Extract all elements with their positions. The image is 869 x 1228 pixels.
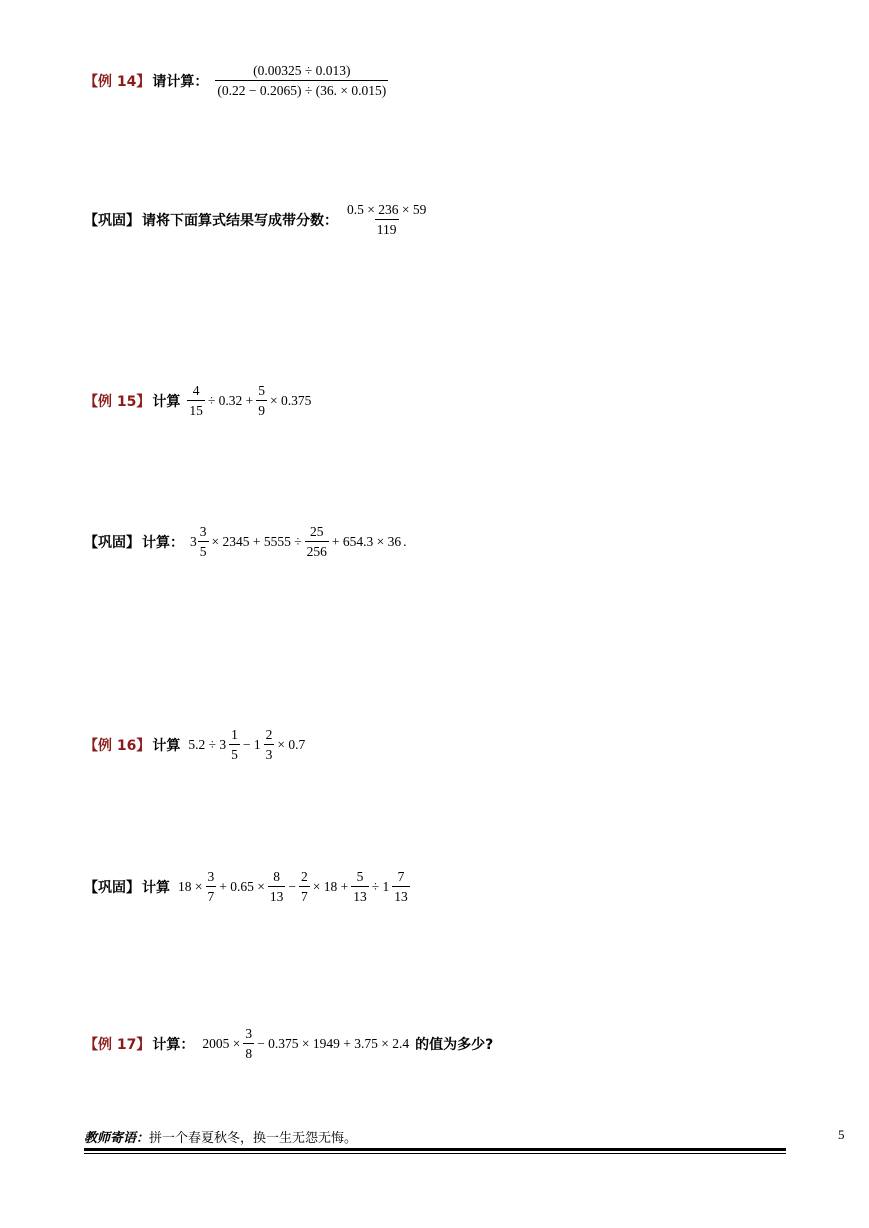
fraction-numerator: 0.5 × 236 × 59 — [347, 202, 427, 217]
fraction-denominator: 7 — [299, 886, 310, 904]
fraction-numerator: 5 — [356, 869, 364, 884]
fraction — [215, 63, 388, 98]
math-expression — [344, 202, 429, 237]
operator-text: 2005 × — [202, 1035, 241, 1051]
fraction-numerator: 8 — [273, 869, 280, 884]
fraction — [299, 869, 310, 904]
fraction-numerator: 3 — [207, 869, 215, 884]
fraction — [264, 727, 275, 762]
problem-tag: 【例 17】 — [84, 1036, 151, 1053]
fraction-numerator: 4 — [192, 383, 200, 398]
operator-text: − — [288, 878, 296, 894]
math-expression — [186, 383, 313, 418]
fraction — [243, 1026, 254, 1061]
problem-prompt: 计算 — [142, 879, 170, 896]
math-expression — [200, 1026, 411, 1061]
math-expression — [214, 63, 389, 98]
operator-text: × 0.7 — [277, 736, 306, 752]
problem-tag: 【例 16】 — [84, 737, 151, 754]
problem-tag: 【例 15】 — [84, 393, 151, 410]
fraction — [198, 524, 209, 559]
fraction-numerator: 7 — [397, 869, 405, 884]
problem-prompt: 计算 — [152, 737, 181, 754]
teacher-message-text: 拼一个春夏秋冬，换一生无怨无悔。 — [149, 1131, 358, 1146]
fraction — [345, 202, 428, 237]
fraction — [351, 869, 369, 904]
teacher-message — [84, 1127, 357, 1146]
problem-prompt: 请将下面算式结果写成带分数： — [142, 212, 338, 229]
problem-tag: 【巩固】 — [84, 534, 140, 551]
footer-divider-thick — [84, 1148, 786, 1151]
fraction — [305, 524, 329, 559]
fraction — [392, 869, 410, 904]
operator-text: × 0.375 — [270, 392, 312, 408]
fraction-numerator: 2 — [265, 727, 273, 742]
operator-text: − 1 — [242, 736, 261, 752]
teacher-message-label: 教师寄语 — [84, 1131, 137, 1146]
math-expression — [176, 869, 411, 904]
math-expression — [186, 727, 307, 762]
fraction-denominator: (0.22 − 0.2065) ÷ (36. × 0.015) — [215, 80, 388, 98]
fraction-numerator: 2 — [300, 869, 308, 884]
fraction — [268, 869, 286, 904]
problem-example-14 — [84, 63, 389, 98]
punctuation: . — [403, 533, 407, 549]
fraction-denominator: 15 — [187, 400, 205, 418]
fraction — [206, 869, 217, 904]
fraction-denominator: 256 — [305, 541, 329, 559]
fraction-denominator: 3 — [264, 744, 275, 762]
fraction-numerator: 1 — [231, 727, 238, 742]
fraction-numerator: (0.00325 ÷ 0.013) — [253, 63, 351, 78]
fraction-denominator: 5 — [198, 541, 209, 559]
fraction-numerator: 3 — [245, 1026, 253, 1041]
fraction-numerator: 5 — [258, 383, 266, 398]
operator-text: + 654.3 × 36 — [331, 533, 402, 549]
fraction-numerator: 25 — [310, 524, 324, 539]
operator-text: × 18 + — [312, 878, 349, 894]
problem-prompt: 计算： — [142, 534, 184, 551]
mixed-number-whole: 3 — [190, 533, 197, 549]
page-number: 5 — [838, 1127, 845, 1142]
problem-consolidation-2 — [84, 524, 407, 559]
problem-tag: 【例 14】 — [84, 73, 151, 90]
operator-text: − 0.375 × 1949 + 3.75 × 2.4 — [257, 1035, 410, 1051]
footer-divider-thin — [84, 1153, 786, 1154]
problem-prompt: 计算： — [152, 1036, 195, 1053]
operator-text: ÷ 1 — [371, 878, 390, 894]
problem-prompt: 请计算： — [152, 73, 209, 90]
operator-text: + 0.65 × — [219, 878, 265, 894]
fraction-numerator: 3 — [199, 524, 207, 539]
problem-prompt: 计算 — [152, 393, 181, 410]
problem-tag: 【巩固】 — [84, 879, 140, 896]
operator-text: × 2345 + 5555 ÷ — [211, 533, 302, 549]
fraction-denominator: 9 — [256, 400, 267, 418]
operator-text: 18 × — [178, 878, 203, 894]
fraction — [256, 383, 267, 418]
math-expression — [190, 524, 407, 559]
operator-text: 5.2 ÷ 3 — [188, 736, 227, 752]
teacher-message-colon: ： — [136, 1131, 150, 1146]
problem-example-16 — [84, 727, 307, 762]
fraction-denominator: 7 — [206, 886, 217, 904]
fraction-denominator: 119 — [375, 219, 399, 237]
problem-example-15 — [84, 383, 313, 418]
fraction — [187, 383, 205, 418]
problem-question: 的值为多少? — [415, 1036, 494, 1053]
fraction-denominator: 8 — [243, 1043, 254, 1061]
problem-example-17 — [84, 1026, 493, 1061]
problem-consolidation-1 — [84, 202, 429, 237]
problem-consolidation-3 — [84, 869, 411, 904]
fraction-denominator: 5 — [229, 744, 240, 762]
fraction — [229, 727, 240, 762]
fraction-denominator: 13 — [392, 886, 410, 904]
fraction-denominator: 13 — [268, 886, 286, 904]
fraction-denominator: 13 — [351, 886, 369, 904]
operator-text: ÷ 0.32 + — [207, 392, 254, 408]
problem-tag: 【巩固】 — [84, 212, 140, 229]
